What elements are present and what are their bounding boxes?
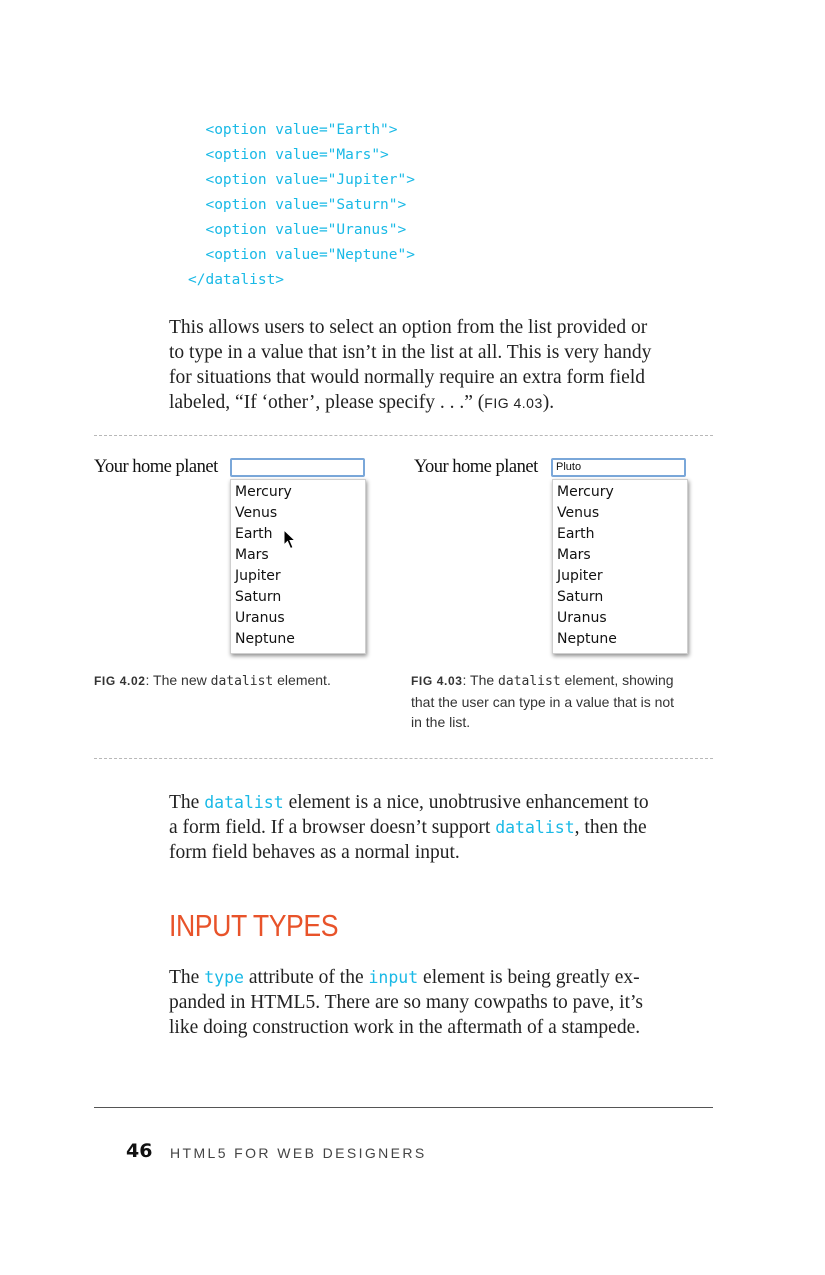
inline-code: type (204, 968, 244, 987)
datalist-option[interactable]: Uranus (557, 610, 607, 626)
figure-reference: FIG 4.03 (484, 395, 543, 411)
figure-bottom-divider (94, 758, 713, 759)
inline-code: datalist (495, 818, 575, 837)
paragraph-datalist-intro (169, 315, 714, 416)
figure-top-divider (94, 435, 713, 436)
footer-divider (94, 1107, 713, 1108)
caption-code: datalist (498, 674, 561, 689)
field-label: Your home planet (414, 457, 538, 477)
code-line: <option value="Jupiter"> (188, 172, 415, 188)
text-line: for situations that would normally require an extra form field (169, 367, 645, 388)
planet-input[interactable] (230, 458, 365, 477)
running-title: HTML5 FOR WEB DESIGNERS (170, 1145, 427, 1161)
code-line: <option value="Earth"> (188, 122, 398, 138)
datalist-dropdown (230, 479, 366, 654)
page-number: 46 (126, 1140, 153, 1162)
caption-code: datalist (210, 674, 274, 689)
datalist-option[interactable]: Mercury (557, 484, 614, 500)
inline-code: datalist (204, 793, 284, 812)
datalist-option[interactable]: Saturn (557, 589, 604, 605)
text-line: form field behaves as a normal input. (169, 842, 460, 863)
inline-code: input (368, 968, 419, 987)
text-line: This allows users to select an option from the list provided or (169, 317, 648, 338)
text-line: The datalist element is a nice, unobtrusive enhancement to (169, 792, 649, 813)
datalist-option[interactable]: Saturn (235, 589, 282, 605)
datalist-option[interactable]: Uranus (235, 610, 285, 626)
code-line: <option value="Uranus"> (188, 222, 407, 238)
caption-fig-4-03: FIG 4.03: The datalist element, showing that the user can type in a value that is not in the list. (411, 672, 675, 730)
paragraph-datalist-enhancement (169, 790, 714, 865)
text-line: like doing construction work in the aftermath of a stampede. (169, 1017, 641, 1038)
datalist-option[interactable]: Jupiter (235, 568, 281, 584)
field-label: Your home planet (94, 457, 218, 477)
caption-label: FIG 4.03 (411, 674, 463, 688)
datalist-option[interactable]: Neptune (235, 631, 295, 647)
section-heading: INPUT TYPES (169, 908, 339, 943)
code-line: <option value="Mars"> (188, 147, 389, 163)
datalist-option[interactable]: Earth (557, 526, 595, 542)
code-line: <option value="Neptune"> (188, 247, 415, 263)
caption-label: FIG 4.02 (94, 674, 146, 688)
text-line: to type in a value that isn’t in the list at all. This is very handy (169, 342, 652, 363)
datalist-option[interactable]: Mars (557, 547, 591, 563)
mouse-pointer-icon (283, 529, 297, 551)
planet-input[interactable]: Pluto (551, 458, 686, 477)
code-listing (188, 118, 415, 293)
text-line: a form field. If a browser doesn’t support datalist, then the (169, 817, 647, 838)
code-line: </datalist> (188, 272, 285, 288)
datalist-option[interactable]: Mercury (235, 484, 292, 500)
caption-fig-4-02: FIG 4.02: The new datalist element. (94, 672, 331, 689)
paragraph-input-types (169, 965, 714, 1040)
datalist-option[interactable]: Neptune (557, 631, 617, 647)
text-line: The type attribute of the input element is being greatly ex- (169, 967, 640, 988)
datalist-option[interactable]: Jupiter (557, 568, 603, 584)
code-line: <option value="Saturn"> (188, 197, 407, 213)
datalist-option[interactable]: Earth (235, 526, 273, 542)
datalist-dropdown (552, 479, 688, 654)
text-line: panded in HTML5. There are so many cowpaths to pave, it’s (169, 992, 644, 1013)
datalist-option[interactable]: Mars (235, 547, 269, 563)
datalist-option[interactable]: Venus (557, 505, 600, 521)
datalist-option[interactable]: Venus (235, 505, 278, 521)
text-line: labeled, “If ‘other’, please specify . . .” (FIG 4.03). (169, 392, 555, 413)
